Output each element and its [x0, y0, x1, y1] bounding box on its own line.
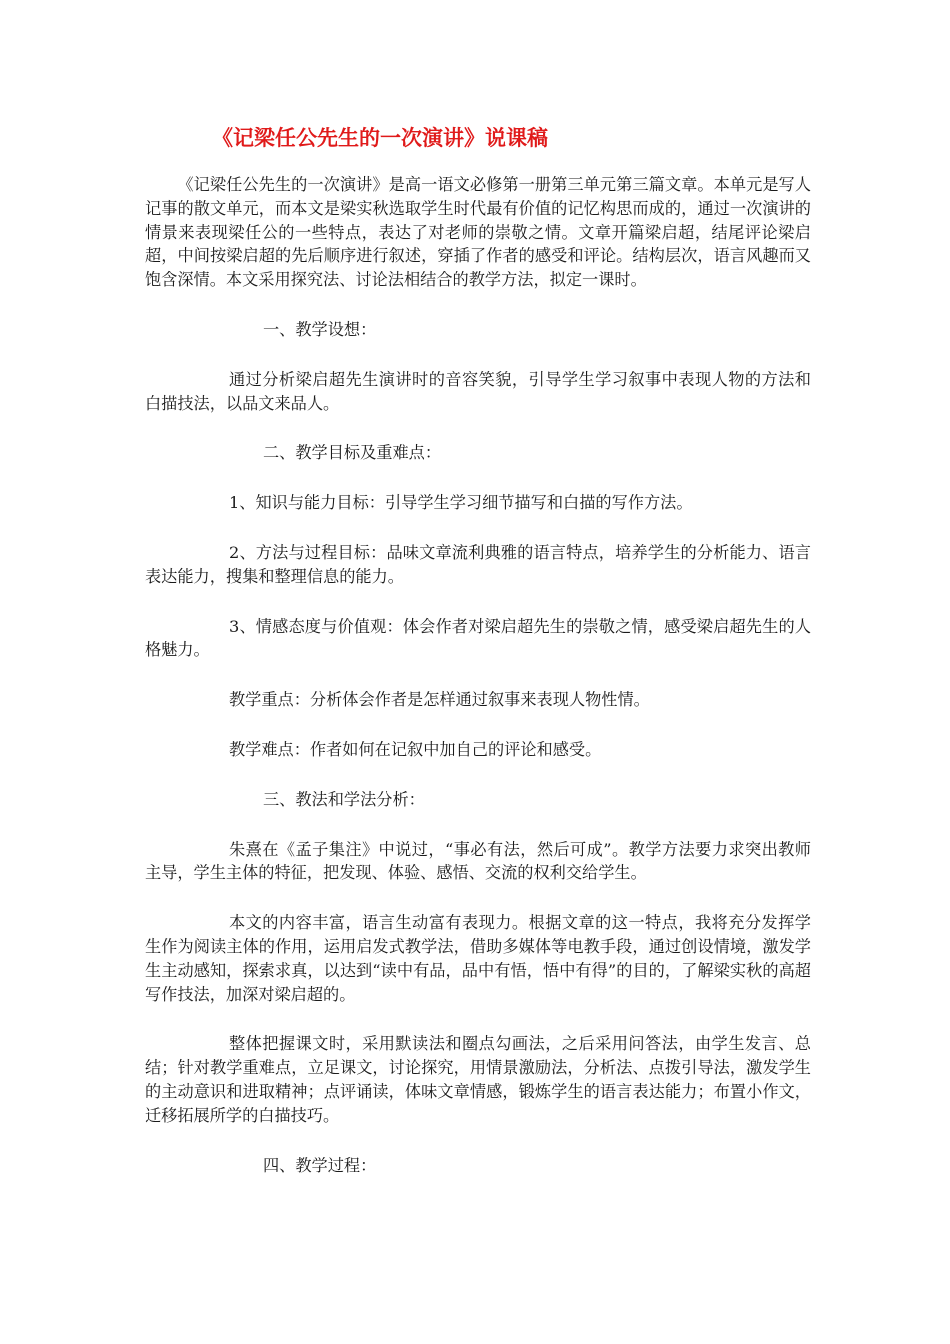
- method-3-paragraph: 整体把握课文时，采用默读法和圈点勾画法，之后采用问答法，由学生发言、总结；针对教学重难点，立足课文，讨论探究，用情景激励法，分析法、点拨引导法，激发学生的主动意识和进取精神；点评诵读，体味文章情感，锻炼学生的语言表达能力；布置小作文，迁移拓展所学的白描技巧。: [145, 1034, 811, 1125]
- section-heading-4: 四、教学过程：: [263, 1155, 377, 1175]
- intro-paragraph: 《记梁任公先生的一次演讲》是高一语文必修第一册第三单元第三篇文章。本单元是写人记事的散文单元，而本文是梁实秋选取学生时代最有价值的记忆构思而成的，通过一次演讲的情景来表现梁任公的一些特点，表达了对老师的崇敬之情。文章开篇梁启超，结尾评论梁启超，中间按梁启超的先后顺序进行叙述，穿插了作者的感受和评论。结构层次，语言风趣而又饱含深情。本文采用探究法、讨论法相结合的教学方法，拟定一课时。: [145, 175, 811, 290]
- section-heading-1: 一、教学设想：: [263, 319, 377, 339]
- section-heading-3: 三、教法和学法分析：: [263, 789, 425, 809]
- key-point-paragraph: 教学重点：分析体会作者是怎样通过叙事来表现人物性情。: [229, 690, 650, 710]
- goal-1-paragraph: 1、知识与能力目标：引导学生学习细节描写和白描的写作方法。: [229, 493, 693, 513]
- method-2-paragraph: 本文的内容丰富，语言生动富有表现力。根据文章的这一特点，我将充分发挥学生作为阅读主体的作用，运用启发式教学法，借助多媒体等电教手段，通过创设情境，激发学生主动感知，探索求真，以达到“读中有品，品中有悟，悟中有得”的目的，了解梁实秋的高超写作技法，加深对梁启超的。: [145, 913, 811, 1004]
- difficulty-paragraph: 教学难点：作者如何在记叙中加自己的评论和感受。: [229, 739, 602, 759]
- design-paragraph: 通过分析梁启超先生演讲时的音容笑貌，引导学生学习叙事中表现人物的方法和白描技法，以品文来品人。: [145, 369, 811, 413]
- goal-2-paragraph: 2、方法与过程目标：品味文章流利典雅的语言特点，培养学生的分析能力、语言表达能力，搜集和整理信息的能力。: [145, 542, 811, 586]
- method-1-paragraph: 朱熹在《孟子集注》中说过，“事必有法，然后可成”。教学方法要力求突出教师主导，学生主体的特征，把发现、体验、感悟、交流的权利交给学生。: [145, 839, 811, 883]
- goal-3-paragraph: 3、情感态度与价值观：体会作者对梁启超先生的崇敬之情，感受梁启超先生的人格魅力。: [145, 616, 811, 660]
- section-heading-2: 二、教学目标及重难点：: [263, 443, 442, 463]
- document-title: 《记梁任公先生的一次演讲》说课稿: [212, 126, 548, 150]
- document-body: [145, 173, 811, 1177]
